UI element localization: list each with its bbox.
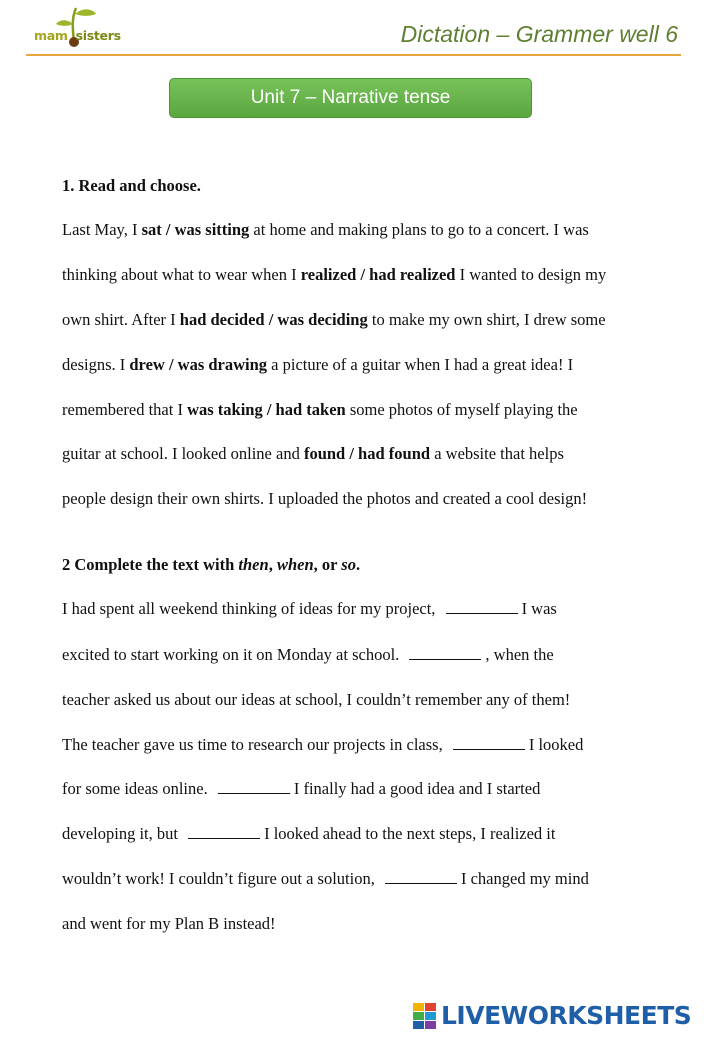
- section1-line: guitar at school. I looked online and found / had found a website that helps: [62, 444, 564, 463]
- answer-blank[interactable]: [188, 824, 260, 839]
- section2-line: and went for my Plan B instead!: [62, 914, 276, 933]
- answer-blank[interactable]: [409, 645, 481, 660]
- choice-option[interactable]: drew / was drawing: [129, 355, 268, 374]
- section1-heading: 1. Read and choose.: [62, 176, 201, 195]
- footer-brand: LIVEWORKSHEETS: [441, 1001, 692, 1030]
- choice-option[interactable]: had decided / was deciding: [179, 310, 368, 329]
- section1-line: remembered that I was taking / had taken some photos of myself playing the: [62, 400, 578, 419]
- section2-line: teacher asked us about our ideas at school, I couldn’t remember any of them!: [62, 690, 571, 709]
- answer-blank[interactable]: [453, 735, 525, 750]
- answer-blank[interactable]: [385, 869, 457, 884]
- choice-option[interactable]: found / had found: [303, 444, 431, 463]
- choice-option[interactable]: sat / was sitting: [141, 220, 250, 239]
- header-divider: [26, 54, 681, 56]
- answer-blank[interactable]: [218, 779, 290, 794]
- unit-title-banner: Unit 7 – Narrative tense: [169, 78, 532, 118]
- liveworksheets-logo-icon: [413, 1001, 437, 1031]
- answer-blank[interactable]: [446, 599, 518, 614]
- section2-line: The teacher gave us time to research our projects in class, I looked: [62, 735, 584, 754]
- section2-line: I had spent all weekend thinking of ideas for my project, I was: [62, 599, 557, 618]
- header: [0, 0, 720, 60]
- section1-line: thinking about what to wear when I realized / had realized I wanted to design my: [62, 265, 607, 284]
- choice-option[interactable]: realized / had realized: [300, 265, 456, 284]
- section2-heading: 2 Complete the text with then, when, or so.: [62, 555, 361, 574]
- sprout-logo-icon: [26, 2, 126, 52]
- section1-line: own shirt. After I had decided / was deciding to make my own shirt, I drew some: [62, 310, 606, 329]
- section1-line: people design their own shirts. I uploaded the photos and created a cool design!: [62, 489, 588, 508]
- page-title: Dictation – Grammer well 6: [400, 21, 678, 47]
- logo-text: mam sisters: [34, 28, 121, 43]
- section1-line: designs. I drew / was drawing a picture of a guitar when I had a great idea! I: [62, 355, 574, 374]
- section2-line: excited to start working on it on Monday at school. , when the: [62, 645, 554, 664]
- section2-line: for some ideas online. I finally had a good idea and I started: [62, 779, 541, 798]
- section1-line: Last May, I sat / was sitting at home and making plans to go to a concert. I was: [62, 220, 589, 239]
- section2-line: wouldn’t work! I couldn’t figure out a solution, I changed my mind: [62, 869, 589, 888]
- section2-line: developing it, but I looked ahead to the next steps, I realized it: [62, 824, 556, 843]
- choice-option[interactable]: was taking / had taken: [187, 400, 346, 419]
